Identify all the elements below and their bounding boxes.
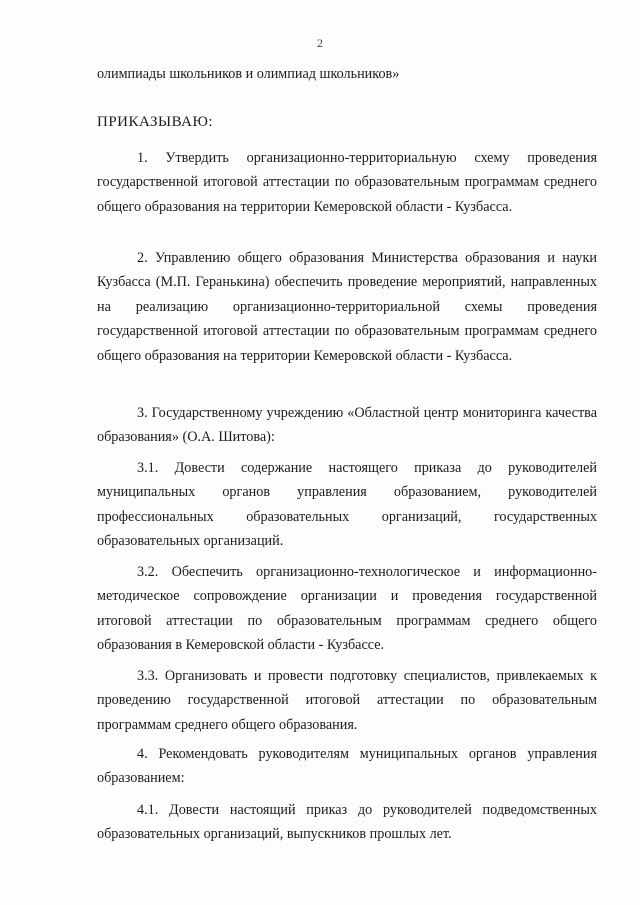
paragraph-4-1: 4.1. Довести настоящий приказ до руководителей подведомственных образовательных организаций, выпускников прошлых лет. [97,802,597,843]
paragraph-3-1: 3.1. Довести содержание настоящего приказа до руководителей муниципальных органов управления образованием, руководителей профессиональных образовательных организаций, государственных образовательных организаций. [97,460,597,550]
paragraph-1: 1. Утвердить организационно-территориальную схему проведения государственной итоговой аттестации по образовательным программам среднего общего образования на территории Кемеровской области - Кузбасса. [97,150,597,215]
header-continuation: олимпиады школьников и олимпиад школьников» [97,66,400,82]
paragraph-3-3: 3.3. Организовать и провести подготовку специалистов, привлекаемых к проведению государственной итоговой аттестации по образовательным программам среднего общего образования. [97,668,597,733]
paragraph-3: 3. Государственному учреждению «Областной центр мониторинга качества образования» (О.А. Шитова): [97,405,597,446]
paragraph-3-2: 3.2. Обеспечить организационно-технологическое и информационно-методическое сопровождение организации и проведения государственной итоговой аттестации по образовательным программам среднего общего образования в Кемеровской области - Кузбассе. [97,564,597,654]
order-heading: ПРИКАЗЫВАЮ: [97,114,214,130]
paragraph-4: 4. Рекомендовать руководителям муниципальных органов управления образованием: [97,746,597,787]
paragraph-2: 2. Управлению общего образования Министерства образования и науки Кузбасса (М.П. Геранькина) обеспечить проведение мероприятий, направленных на реализацию организационно-территориальной схемы проведения государственной итоговой аттестации по образовательным программам среднего общего образования на территории Кемеровской области - Кузбасса. [97,250,597,364]
page-number: 2 [317,36,323,50]
